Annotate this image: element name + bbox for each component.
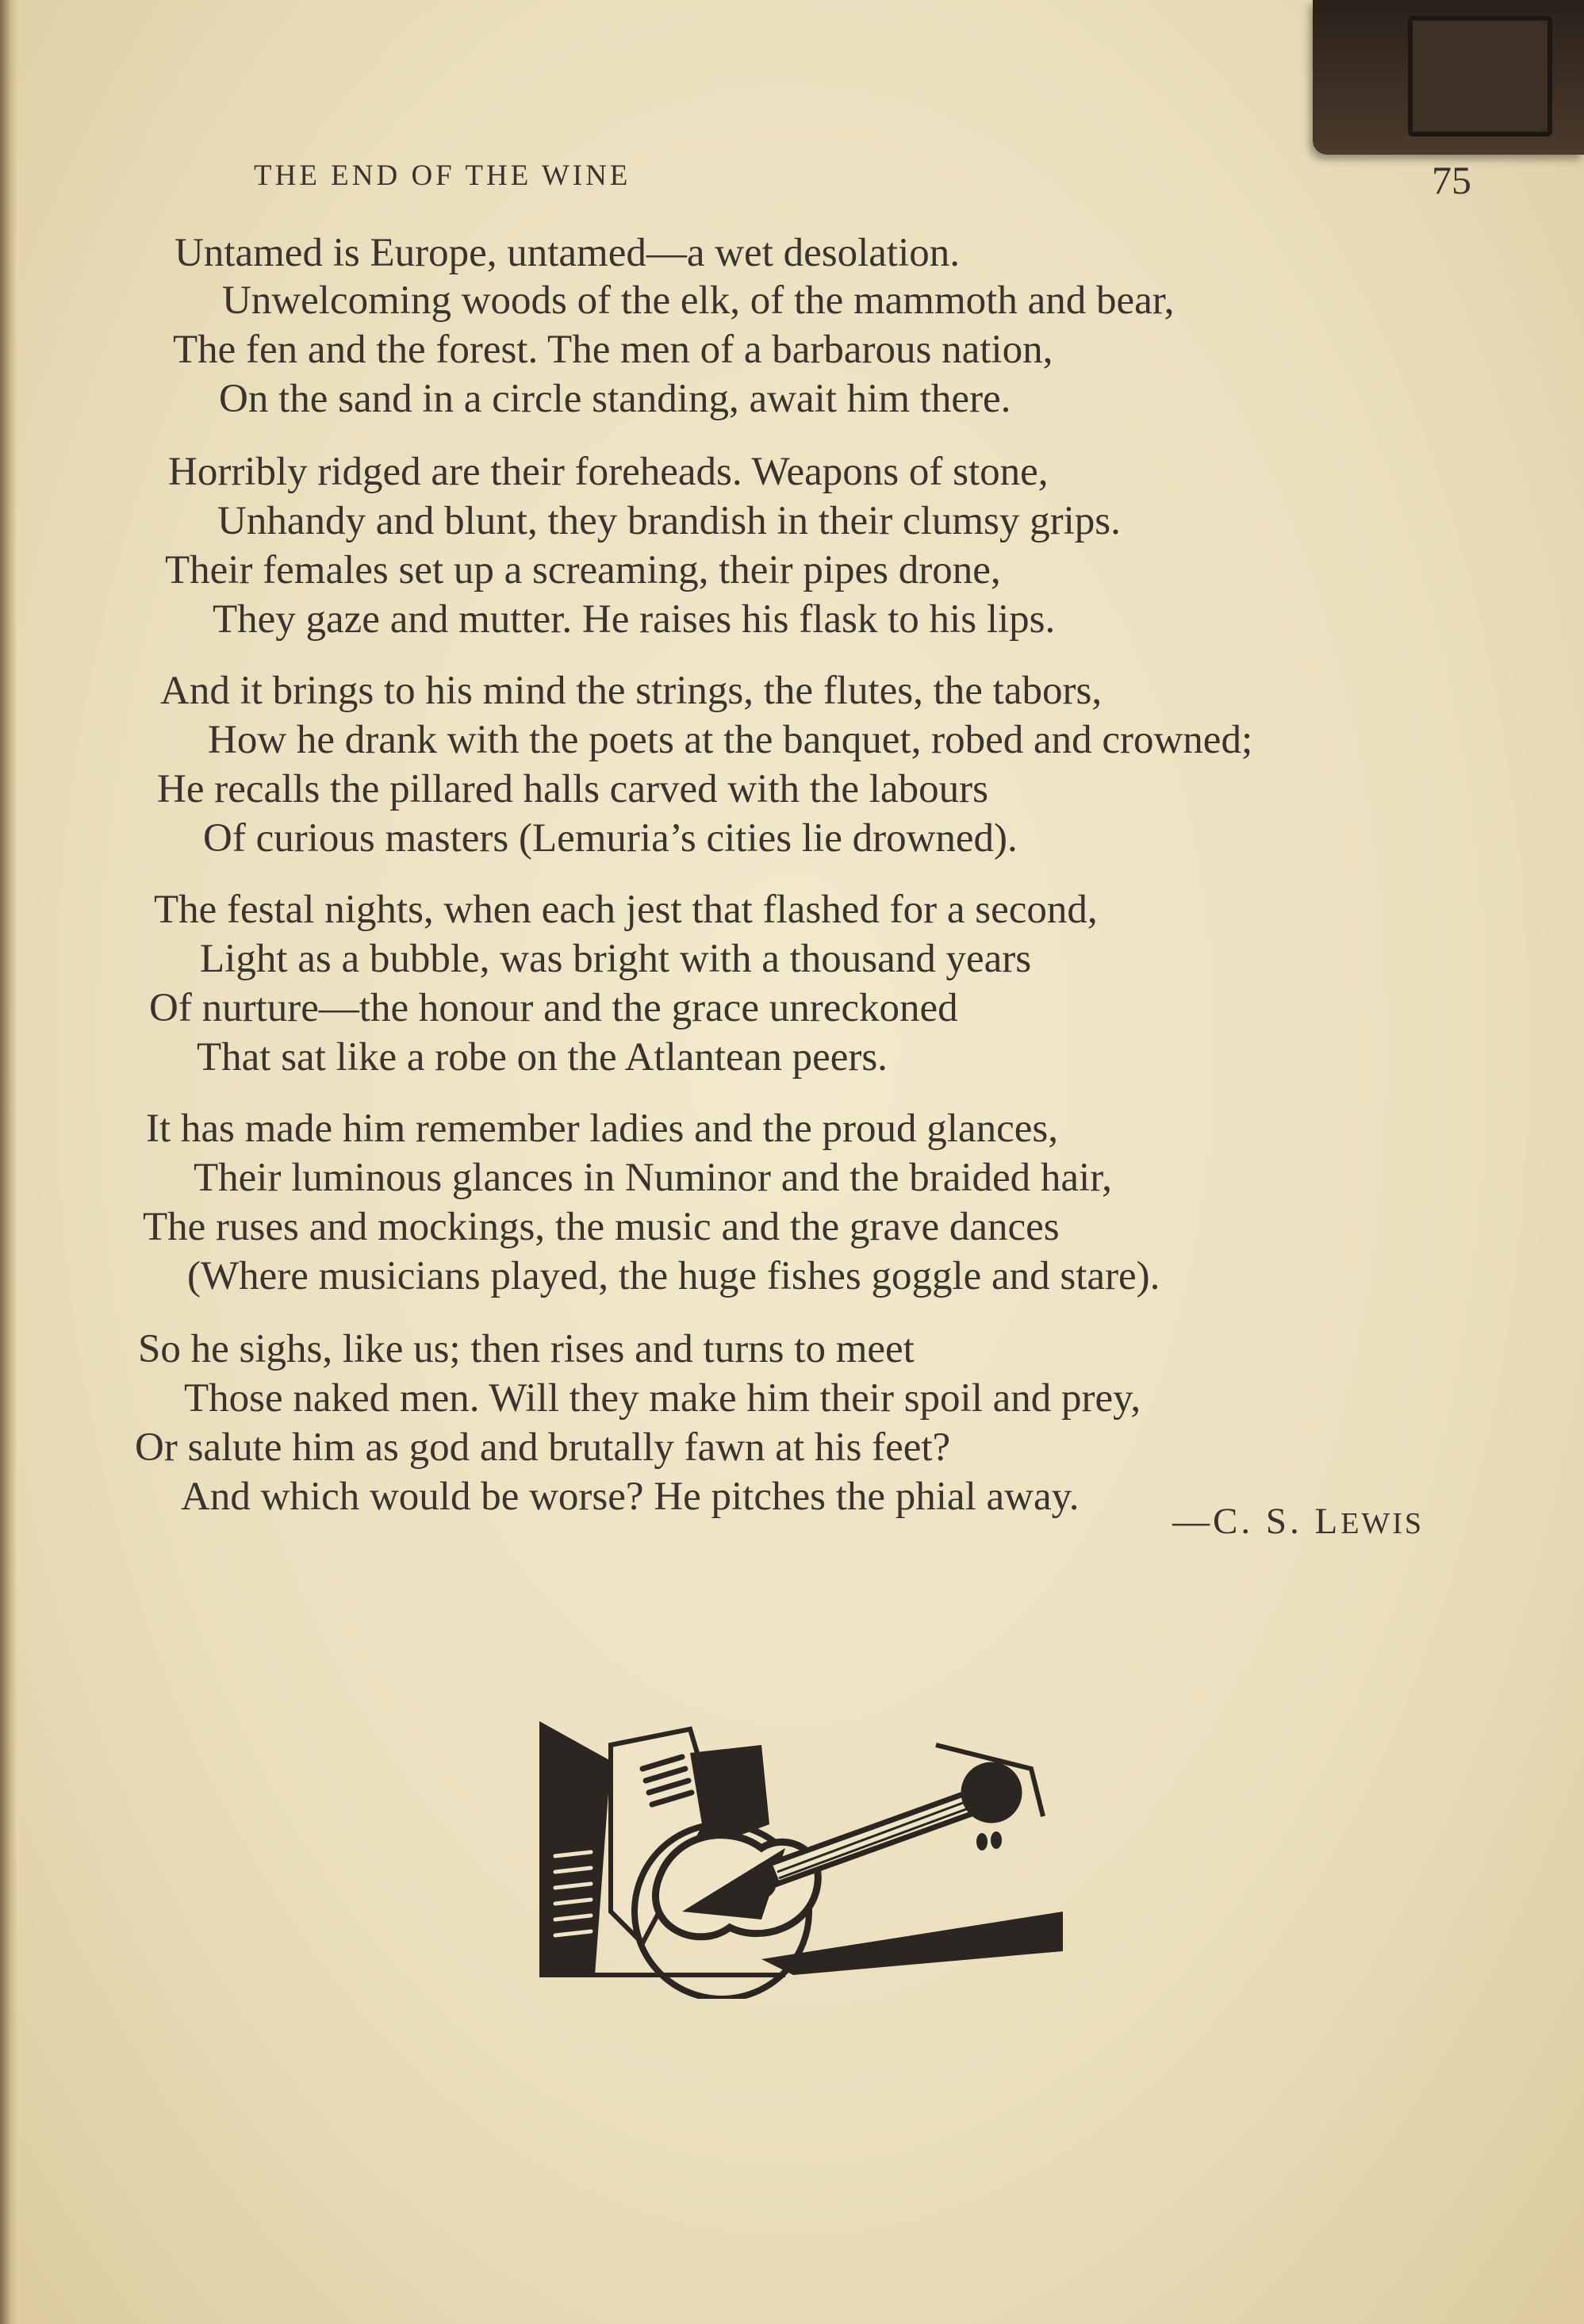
poem-line: Their females set up a screaming, their pipes drone, xyxy=(165,548,1001,593)
author-name: —C. S. L xyxy=(1172,1501,1341,1542)
poem-line: Untamed is Europe, untamed—a wet desolation. xyxy=(175,231,960,275)
poem-line: And which would be worse? He pitches the phial away. xyxy=(181,1475,1080,1519)
page-number: 75 xyxy=(1432,158,1471,202)
poem-line: They gaze and mutter. He raises his flask to his lips. xyxy=(213,597,1056,642)
poem-line: And it brings to his mind the strings, the flutes, the tabors, xyxy=(160,669,1103,713)
poem-line: Of curious masters (Lemuria’s cities lie drowned). xyxy=(203,816,1018,861)
poem-line: On the sand in a circle standing, await him there. xyxy=(219,377,1011,421)
author-signature xyxy=(1172,1500,1424,1543)
poem-line: That sat like a robe on the Atlantean peers. xyxy=(197,1035,888,1080)
poem-line: (Where musicians played, the huge fishes goggle and stare). xyxy=(187,1254,1160,1298)
poem-line: Of nurture—the honour and the grace unreckoned xyxy=(149,986,958,1030)
poem-line: Light as a bubble, was bright with a thousand years xyxy=(200,937,1032,981)
poem-line: The ruses and mockings, the music and the grave dances xyxy=(143,1205,1060,1249)
poem-line: So he sighs, like us; then rises and turns to meet xyxy=(138,1327,915,1371)
poem-line: He recalls the pillared halls carved with the labours xyxy=(157,767,988,811)
poem-line: How he drank with the poets at the banquet, robed and crowned; xyxy=(208,718,1253,762)
running-head: THE END OF THE WINE xyxy=(254,159,631,192)
page-binding-edge xyxy=(0,0,17,2324)
poem-line: The festal nights, when each jest that flashed for a second, xyxy=(154,888,1098,932)
poem-line: Those naked men. Will they make him their spoil and prey, xyxy=(184,1376,1141,1421)
guitar-sheet-music-woodcut-icon xyxy=(524,1713,1079,1999)
poem-line: Unwelcoming woods of the elk, of the mammoth and bear, xyxy=(222,278,1175,323)
poem-line: Unhandy and blunt, they brandish in their clumsy grips. xyxy=(217,499,1121,543)
binder-clip xyxy=(1313,0,1584,155)
poem-line: Or salute him as god and brutally fawn at his feet? xyxy=(135,1425,951,1470)
poem-line: The fen and the forest. The men of a barbarous nation, xyxy=(173,328,1053,372)
poem-line: Their luminous glances in Numinor and the braided hair, xyxy=(194,1156,1112,1200)
poem-line: Horribly ridged are their foreheads. Weapons of stone, xyxy=(168,450,1049,494)
author-name-small-caps: EWIS xyxy=(1340,1507,1425,1540)
poem-line: It has made him remember ladies and the proud glances, xyxy=(146,1106,1058,1151)
